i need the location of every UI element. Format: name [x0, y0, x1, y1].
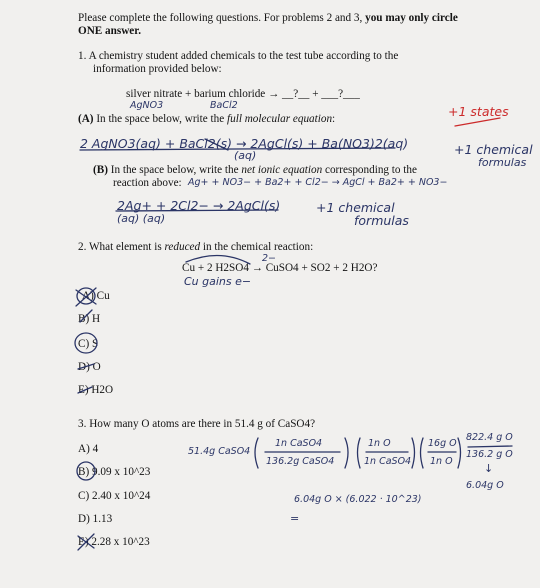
q1-partA-end: :: [332, 113, 336, 125]
q3-paren1-r: [345, 438, 348, 468]
q3-option-a[interactable]: A) 4: [78, 443, 99, 455]
q2-stem-italic: reduced: [164, 241, 201, 253]
q3-work-f3-den: 1n O: [430, 456, 453, 467]
q3-work-equals: =: [290, 512, 300, 525]
q1-partB-aq: (aq) (aq): [117, 212, 166, 225]
q2-option-c[interactable]: C) S: [78, 338, 99, 350]
q1-partA-aq-note: (aq): [234, 149, 257, 162]
q3-work-value: 6.04g O: [466, 480, 504, 491]
q3-paren2-l: [358, 438, 361, 468]
states-strike: [455, 118, 500, 126]
q1-partA-italic: full molecular equation: [227, 113, 333, 125]
q2-note: Cu gains e−: [184, 275, 252, 288]
q3-work-result-num: 822.4 g O: [466, 432, 513, 443]
q2-charge-note: 2−: [262, 253, 277, 264]
instructions-bold: you may only circle: [362, 12, 458, 24]
q1-stem-line1: 1. A chemistry student added chemicals to the test tube according to the: [78, 50, 399, 62]
q1-margin-formulas: formulas: [478, 156, 527, 169]
q2-equation: Cu + 2 H2SO4 → CuSO4 + SO2 + 2 H2O?: [182, 262, 378, 274]
q3-option-d[interactable]: D) 1.13: [78, 513, 113, 525]
q3-option-e[interactable]: E) 2.28 x 10^23: [78, 536, 150, 548]
q3-work-f1-den: 136.2g CaSO4: [266, 456, 335, 467]
instructions-one-answer: ONE answer.: [78, 25, 141, 37]
q1-partB-answer: 2Ag+ + 2Cl2− → 2AgCl(s): [117, 198, 281, 213]
q1-stem-line2: information provided below:: [93, 63, 222, 75]
q3-work-f2-num: 1n O: [368, 438, 391, 449]
q1-partB-end: corresponding to the: [322, 164, 417, 176]
q2-option-d[interactable]: D) O: [78, 361, 101, 373]
q3-option-b[interactable]: B) 9.09 x 10^23: [78, 466, 151, 478]
q1-partB-prompt: [93, 164, 417, 176]
q3-work-result-den: 136.2 g O: [466, 449, 513, 460]
q1-partB-text: In the space below, write the: [107, 164, 242, 176]
q2-stem: [78, 241, 313, 253]
q1-partB-italic: net ionic equation: [241, 164, 323, 176]
q1-reaction: silver nitrate + barium chloride → __?__ + ___?___: [126, 88, 360, 100]
q3-work-given: 51.4g CaSO4: [188, 446, 251, 457]
instructions-text: Please complete the following questions. For problems 2 and 3,: [78, 12, 363, 24]
q2-stem-end: in the chemical reaction:: [200, 241, 314, 253]
q3-paren3-l: [421, 438, 424, 468]
instructions-line1: [78, 12, 458, 24]
q2-option-b[interactable]: B) H: [78, 313, 101, 325]
q3-result-bar: [468, 446, 512, 447]
q1-margin-states: +1 states: [448, 104, 509, 119]
q1-formula-bacl2: BaCl2: [210, 100, 238, 111]
q3-work-f3-num: 16g O: [428, 438, 457, 449]
q1-partB-note2: formulas: [354, 213, 409, 228]
q3-paren1-l: [255, 438, 258, 468]
q2-stem-text: 2. What element is: [78, 241, 165, 253]
q3-stem: 3. How many O atoms are there in 51.4 g of CaSO4?: [78, 418, 316, 430]
q2-option-a[interactable]: A) Cu: [82, 290, 110, 302]
q3-option-c[interactable]: C) 2.40 x 10^24: [78, 490, 151, 502]
q1-margin-chem: +1 chemical: [454, 142, 533, 157]
q2-option-e[interactable]: E) H2O: [78, 384, 114, 396]
q1-partA-label: (A): [78, 113, 94, 125]
q3-paren3-r: [458, 438, 461, 468]
q1-partB-line2: reaction above:: [113, 177, 182, 189]
q1-formula-agno3: AgNO3: [130, 100, 164, 111]
q1-partA-answer: 2 AgNO3(aq) + BaCl2(s) → 2AgCl(s) + Ba(NO3)2(aq): [80, 136, 409, 151]
q3-work-f2-den: 1n CaSO4: [364, 456, 412, 467]
q3-paren2-r: [412, 438, 415, 468]
q3-work-line2: 6.04g O × (6.022 · 10^23): [294, 494, 422, 505]
q1-partA-text: In the space below, write the: [93, 113, 228, 125]
q3-work-arrow: ↓: [484, 462, 494, 475]
q1-partB-note1: +1 chemical: [316, 200, 395, 215]
instructions-line2: [78, 25, 141, 37]
q1-partB-ions: Ag+ + NO3− + Ba2+ + Cl2− → AgCl + Ba2+ + NO3−: [188, 177, 448, 188]
q1-partA-prompt: [78, 113, 335, 125]
q1-partB-label: (B): [93, 164, 108, 176]
q3-work-f1-num: 1n CaSO4: [275, 438, 323, 449]
